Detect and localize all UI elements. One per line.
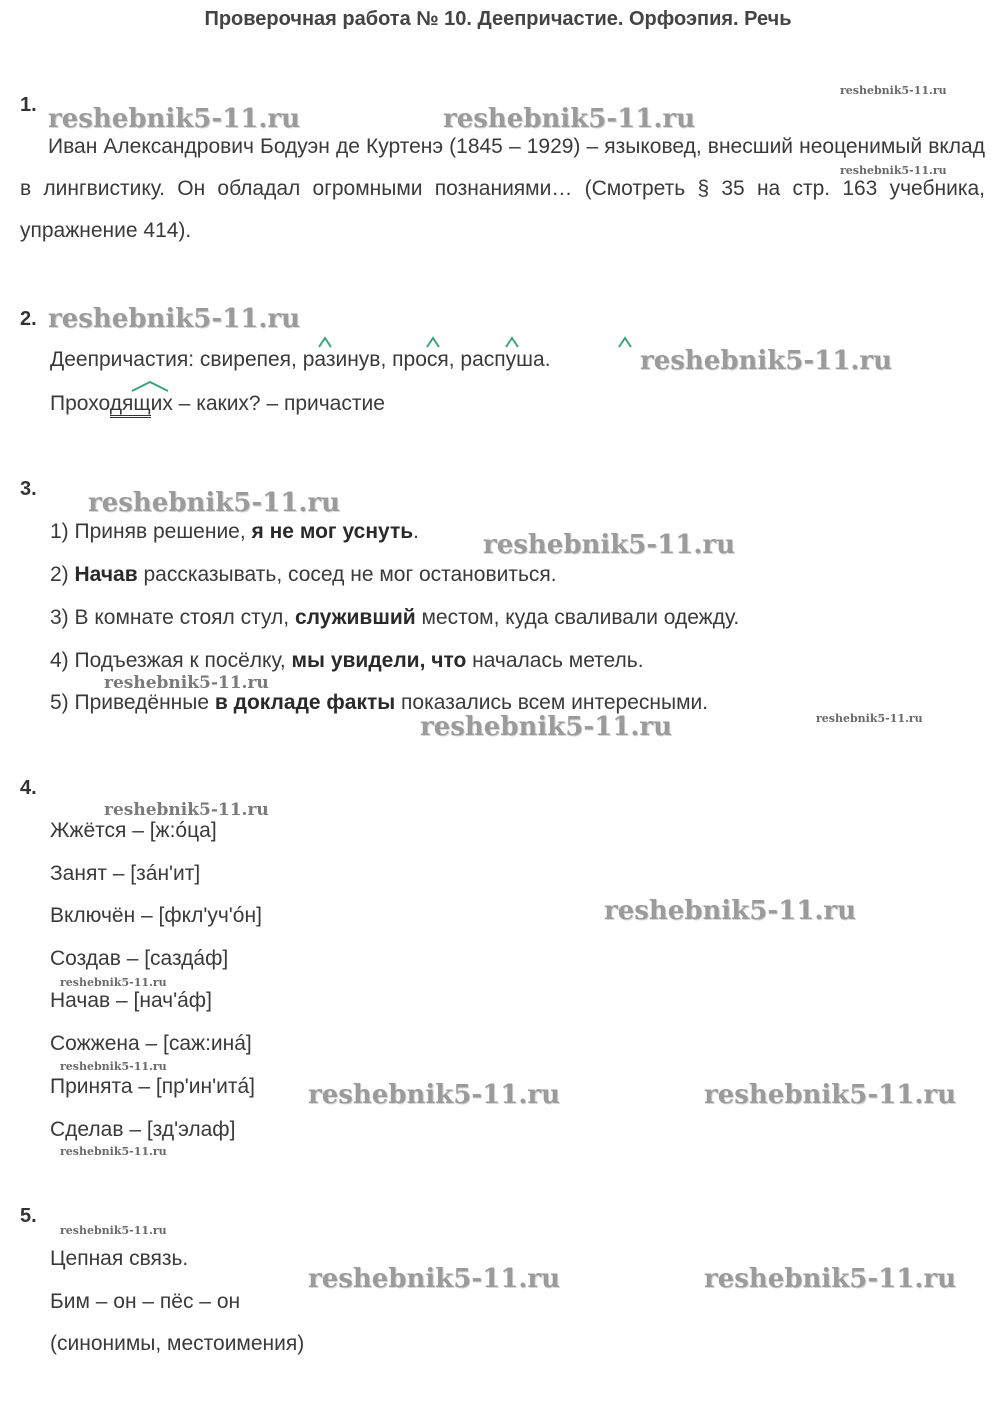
watermark: reshebnik5-11.ru bbox=[704, 1080, 957, 1110]
transcription-line: Начав – [нач'áф] bbox=[50, 989, 212, 1012]
transcription-line: Включён – [фкл'уч'óн] bbox=[50, 904, 262, 927]
transcription-line: Жжётся – [ж:óца] bbox=[50, 819, 217, 842]
word-part: их – каких? – причастие bbox=[150, 392, 385, 415]
separator: , bbox=[448, 348, 461, 371]
item-text: рассказывать, сосед не мог остановиться. bbox=[137, 563, 557, 586]
item-text: 1) Приняв решение, bbox=[50, 520, 252, 543]
task-2-number: 2. bbox=[20, 308, 37, 330]
task-3-number: 3. bbox=[20, 478, 37, 500]
transcription-line: Принята – [пр'ин'итá] bbox=[50, 1075, 255, 1098]
item-bold: служивший bbox=[294, 606, 416, 629]
task-2-line-1 bbox=[50, 348, 551, 372]
item-text: 3) В комнате стоял стул, bbox=[50, 606, 295, 629]
suffix-caret-icon bbox=[618, 336, 632, 348]
item-text: показались всем интересными. bbox=[395, 691, 709, 714]
watermark: reshebnik5-11.ru bbox=[604, 896, 857, 926]
watermark: reshebnik5-11.ru bbox=[60, 1145, 167, 1158]
suffix-arc-icon bbox=[131, 380, 169, 392]
participle-word: свирепея bbox=[199, 348, 292, 371]
task-1-text: Иван Александрович Бодуэн де Куртенэ (1845 – 1929) – языковед, внесший неоценимый вклад в лингвистику. Он обладал огромными познаниями… (Смотреть § 35 на стр. 163 учебника, упражнение 414). bbox=[20, 135, 985, 242]
watermark: reshebnik5-11.ru bbox=[816, 712, 923, 725]
item-text: началась метель. bbox=[466, 649, 644, 672]
watermark: reshebnik5-11.ru bbox=[104, 673, 269, 693]
task-5-line: (синонимы, местоимения) bbox=[50, 1332, 305, 1355]
watermark: reshebnik5-11.ru bbox=[60, 976, 167, 989]
watermark: reshebnik5-11.ru bbox=[840, 84, 947, 97]
participle-word: разинув bbox=[302, 348, 381, 371]
task-3-item bbox=[50, 606, 739, 630]
watermark: reshebnik5-11.ru bbox=[443, 104, 696, 134]
watermark: reshebnik5-11.ru bbox=[640, 346, 893, 376]
separator: , bbox=[291, 348, 303, 371]
task-3-item bbox=[50, 563, 557, 587]
watermark: reshebnik5-11.ru bbox=[308, 1080, 561, 1110]
suffix-caret-icon bbox=[318, 336, 332, 348]
watermark: reshebnik5-11.ru bbox=[420, 712, 673, 742]
task-1-number: 1. bbox=[20, 94, 37, 116]
transcription-line: Создав – [саздáф] bbox=[50, 947, 229, 970]
watermark: reshebnik5-11.ru bbox=[104, 800, 269, 820]
task-2-prefix: Деепричастия: bbox=[50, 348, 200, 371]
task-2-line-2 bbox=[50, 392, 385, 416]
item-text: 2) bbox=[50, 563, 75, 586]
task-5-line: Цепная связь. bbox=[50, 1247, 189, 1270]
watermark: reshebnik5-11.ru bbox=[483, 530, 736, 560]
suffix-caret-icon bbox=[426, 336, 440, 348]
separator: . bbox=[544, 348, 551, 371]
task-4-number: 4. bbox=[20, 777, 37, 799]
transcription-line: Сделав – [зд'элаф] bbox=[50, 1118, 236, 1141]
task-3-item bbox=[50, 649, 644, 673]
item-bold: в докладе факты bbox=[214, 691, 396, 714]
item-text: 5) Приведённые bbox=[50, 691, 215, 714]
suffix-caret-icon bbox=[505, 336, 519, 348]
watermark: reshebnik5-11.ru bbox=[60, 1224, 167, 1237]
task-5-line: Бим – он – пёс – он bbox=[50, 1290, 241, 1313]
watermark: reshebnik5-11.ru bbox=[60, 1060, 167, 1073]
watermark: reshebnik5-11.ru bbox=[88, 488, 341, 518]
watermark: reshebnik5-11.ru bbox=[704, 1264, 957, 1294]
item-text: . bbox=[413, 520, 419, 543]
word-part: Прохо bbox=[50, 392, 110, 415]
watermark: reshebnik5-11.ru bbox=[48, 104, 301, 134]
participle-word: распуша bbox=[460, 348, 545, 371]
watermark: reshebnik5-11.ru bbox=[308, 1264, 561, 1294]
item-bold: Начав bbox=[74, 563, 138, 586]
page-title: Проверочная работа № 10. Деепричастие. Орфоэпия. Речь bbox=[204, 8, 792, 30]
transcription-line: Сожжена – [саж:инá] bbox=[50, 1032, 252, 1055]
suffix-underlined: дящ bbox=[110, 392, 151, 418]
item-bold: мы увидели, что bbox=[291, 649, 467, 672]
item-text: местом, куда сваливали одежду. bbox=[415, 606, 740, 629]
item-text: 4) Подъезжая к посёлку, bbox=[50, 649, 292, 672]
item-bold: я не мог уснуть bbox=[251, 520, 414, 543]
separator: , bbox=[380, 348, 393, 371]
transcription-line: Занят – [зáн'ит] bbox=[50, 862, 201, 885]
participle-word: прося bbox=[392, 348, 449, 371]
watermark: reshebnik5-11.ru bbox=[840, 164, 947, 177]
watermark: reshebnik5-11.ru bbox=[48, 304, 301, 334]
task-3-item bbox=[50, 520, 419, 544]
task-5-number: 5. bbox=[20, 1205, 37, 1227]
